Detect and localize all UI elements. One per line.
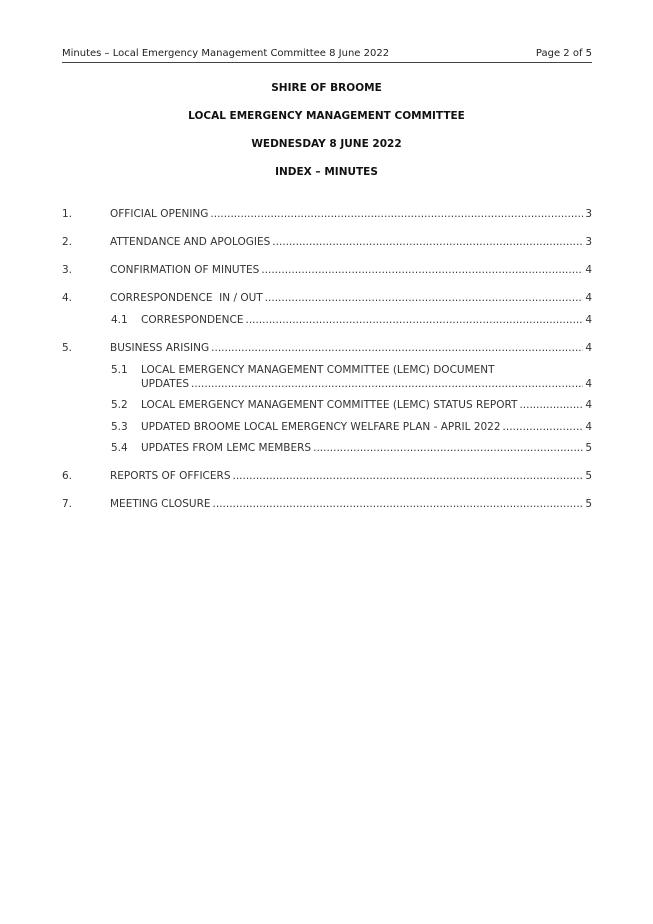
- toc-item-title: BUSINESS ARISING: [110, 342, 210, 354]
- toc-subitem-title: UPDATED BROOME LOCAL EMERGENCY WELFARE PLAN - APRIL 2022: [141, 421, 501, 433]
- toc-leader-dots: [313, 441, 583, 455]
- toc-leader-dots: [213, 497, 584, 511]
- header-page-number: Page 2 of 5: [535, 48, 592, 59]
- toc-subitem-page: 5: [585, 442, 592, 454]
- toc-subitem-title: CORRESPONDENCE: [141, 314, 244, 326]
- toc-leader-dots: [272, 235, 583, 249]
- toc-item-number: 2.: [62, 236, 73, 248]
- title-meeting-date: WEDNESDAY 8 JUNE 2022: [251, 138, 402, 150]
- toc-leader-dots: [232, 469, 583, 483]
- toc-item-title: REPORTS OF OFFICERS: [110, 470, 231, 482]
- title-committee: LOCAL EMERGENCY MANAGEMENT COMMITTEE: [188, 110, 465, 122]
- toc-item-number: 1.: [62, 208, 73, 220]
- toc-item-page: 3: [585, 208, 592, 220]
- toc-subitem-title-continued: UPDATES: [141, 378, 189, 390]
- toc-leader-dots: [261, 263, 583, 277]
- toc-item-page: 5: [585, 498, 592, 510]
- toc-item-title: MEETING CLOSURE: [110, 498, 211, 510]
- toc-subitem-page: 4: [585, 421, 592, 433]
- toc-leader-dots: [265, 291, 584, 305]
- toc-item-page: 4: [585, 342, 592, 354]
- toc-item-title: CONFIRMATION OF MINUTES: [110, 264, 260, 276]
- toc-item-title: ATTENDANCE AND APOLOGIES: [110, 236, 271, 248]
- toc-item-number: 5.: [62, 342, 73, 354]
- toc-item-number: 4.: [62, 292, 73, 304]
- toc-subitem-number: 5.4: [111, 442, 128, 454]
- toc-item-page: 3: [585, 236, 592, 248]
- toc-item-title: CORRESPONDENCE IN / OUT: [110, 292, 263, 304]
- title-index: INDEX – MINUTES: [275, 166, 378, 178]
- toc-subitem-page: 4: [585, 378, 592, 390]
- toc-item-number: 6.: [62, 470, 73, 482]
- toc-leader-dots: [503, 420, 584, 434]
- toc-leader-dots: [210, 207, 583, 221]
- toc-subitem-page: 4: [585, 399, 592, 411]
- toc-item-page: 4: [585, 264, 592, 276]
- toc-item-number: 3.: [62, 264, 73, 276]
- header-document-title: Minutes – Local Emergency Management Committee 8 June 2022: [62, 48, 390, 59]
- toc-subitem-page: 4: [585, 314, 592, 326]
- toc-subitem-title: UPDATES FROM LEMC MEMBERS: [141, 442, 312, 454]
- toc-subitem-number: 5.2: [111, 399, 128, 411]
- page-header: [62, 48, 592, 63]
- toc-subitem-title: LOCAL EMERGENCY MANAGEMENT COMMITTEE (LEMC) DOCUMENT: [141, 364, 495, 376]
- toc-item-page: 5: [585, 470, 592, 482]
- toc-item-page: 4: [585, 292, 592, 304]
- toc-subitem-number: 5.1: [111, 364, 128, 376]
- title-shire: SHIRE OF BROOME: [271, 82, 382, 94]
- toc-leader-dots: [211, 341, 583, 355]
- toc-leader-dots: [191, 377, 583, 391]
- toc-leader-dots: [519, 398, 583, 412]
- toc-subitem-number: 4.1: [111, 314, 128, 326]
- toc-leader-dots: [245, 313, 583, 327]
- toc-item-title: OFFICIAL OPENING: [110, 208, 209, 220]
- toc-subitem-title: LOCAL EMERGENCY MANAGEMENT COMMITTEE (LEMC) STATUS REPORT: [141, 399, 518, 411]
- toc-item-number: 7.: [62, 498, 73, 510]
- toc-subitem-number: 5.3: [111, 421, 128, 433]
